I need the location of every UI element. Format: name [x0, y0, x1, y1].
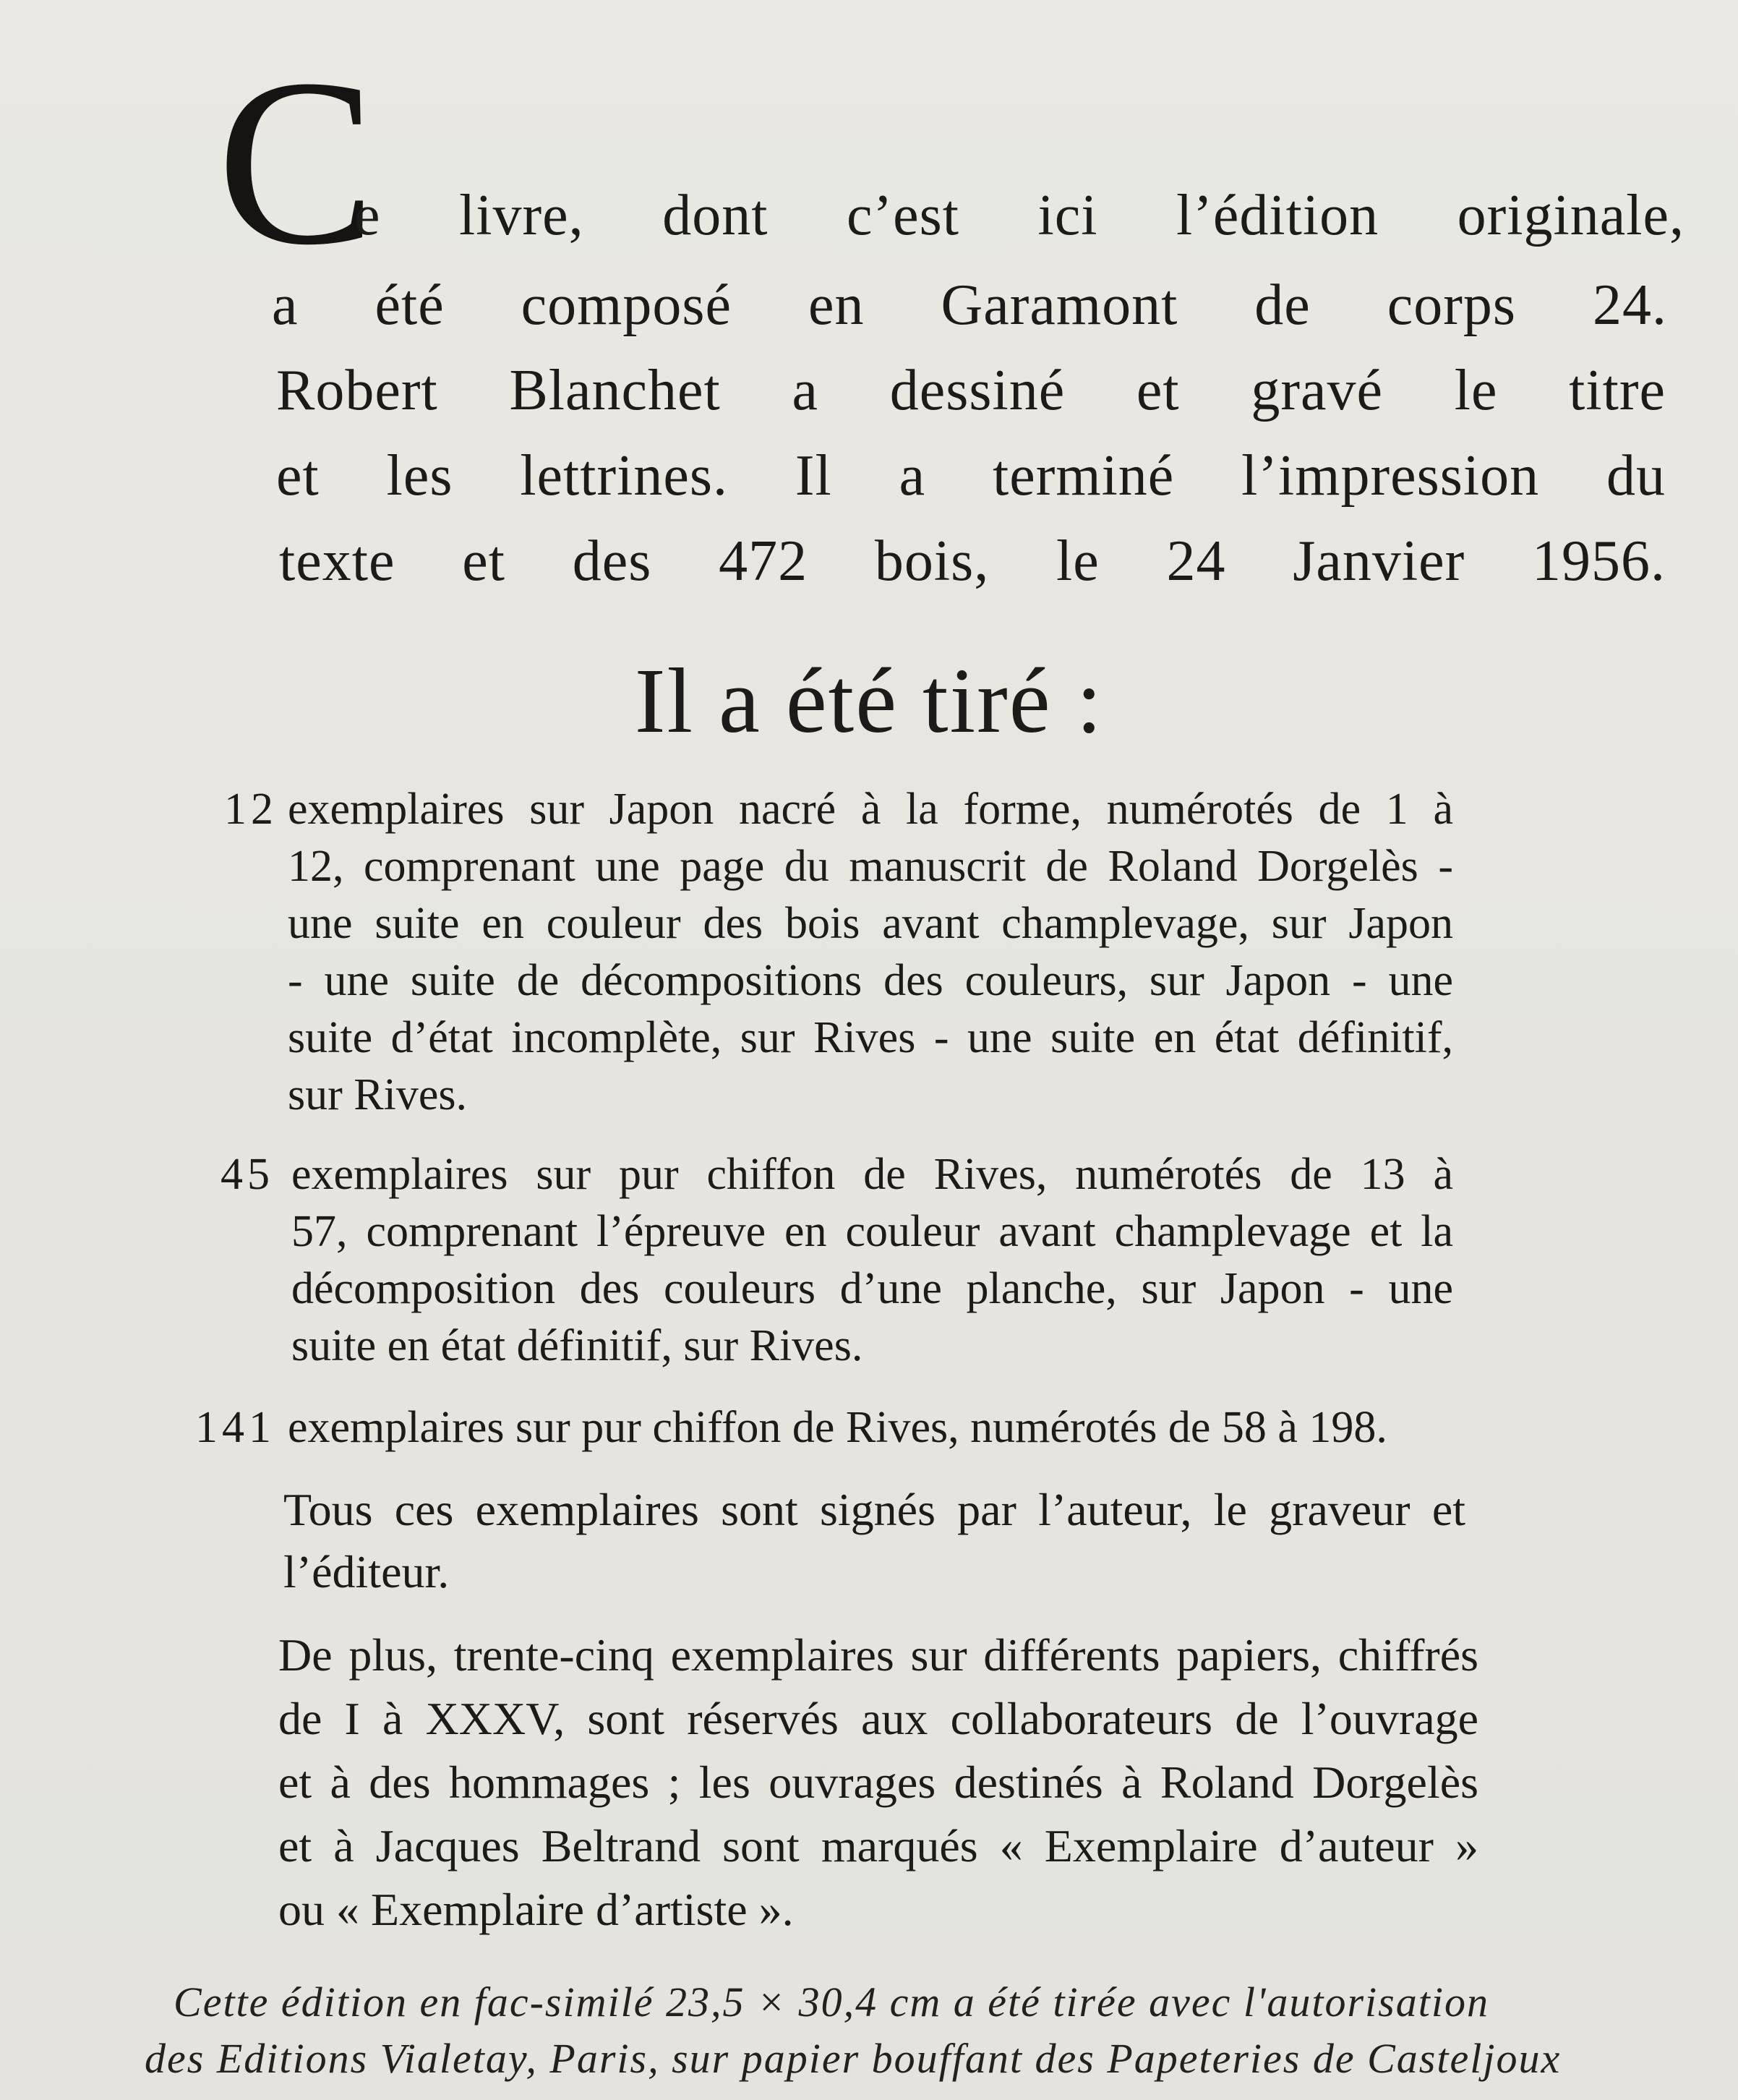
edition-line: - une suite de décompositions des couleurs, sur Japon - une: [288, 956, 1453, 1005]
edition-line: exemplaires sur pur chiffon de Rives, numérotés de 58 à 198.: [288, 1403, 1387, 1452]
extra-note-line: de I à XXXV, sont réservés aux collaborateurs de l’ouvrage: [278, 1693, 1478, 1744]
edition-line: une suite en couleur des bois avant champlevage, sur Japon: [288, 899, 1453, 948]
signed-note: [283, 1479, 1465, 1603]
edition-line: 12, comprenant une page du manuscrit de Roland Dorgelès -: [288, 842, 1453, 891]
extra-note: [278, 1623, 1478, 1942]
extra-note-line: De plus, trente-cinq exemplaires sur différents papiers, chiffrés: [278, 1629, 1478, 1681]
edition-entry: [224, 781, 1453, 1124]
edition-count: 141: [195, 1403, 275, 1452]
edition-line: 57, comprenant l’épreuve en couleur avant champlevage et la: [291, 1207, 1453, 1256]
intro-line: e livre, dont c’est ici l’édition originale,: [354, 184, 1685, 247]
extra-note-line: ou « Exemplaire d’artiste ».: [278, 1884, 794, 1935]
edition-line: exemplaires sur Japon nacré à la forme, numérotés de 1 à: [288, 785, 1453, 834]
edition-count: 12: [224, 785, 278, 834]
edition-entry: [221, 1146, 1453, 1375]
edition-line: exemplaires sur pur chiffon de Rives, numérotés de 13 à: [291, 1150, 1453, 1199]
intro-line: Robert Blanchet a dessiné et gravé le titre: [276, 359, 1666, 422]
facsimile-footer: [145, 1974, 1562, 2087]
edition-entry: [195, 1399, 1460, 1456]
drop-cap-letter: C: [217, 30, 377, 294]
intro-line: a été composé en Garamont de corps 24.: [272, 273, 1667, 337]
edition-count: 45: [221, 1150, 274, 1199]
footer-line: Cette édition en fac-similé 23,5 × 30,4 cm a été tirée avec l'autorisation: [174, 1979, 1489, 2026]
section-heading: Il a été tiré :: [634, 649, 1104, 752]
edition-line: suite en état définitif, sur Rives.: [291, 1321, 863, 1370]
edition-line: suite d’état incomplète, sur Rives - une suite en état définitif,: [288, 1013, 1453, 1062]
footer-line: des Editions Vialetay, Paris, sur papier bouffant des Papeteries de Casteljoux: [145, 2035, 1562, 2082]
signed-note-line: l’éditeur.: [283, 1546, 450, 1597]
signed-note-line: Tous ces exemplaires sont signés par l’auteur, le graveur et: [283, 1484, 1465, 1535]
extra-note-line: et à Jacques Beltrand sont marqués « Exemplaire d’auteur »: [278, 1820, 1478, 1871]
edition-line: décomposition des couleurs d’une planche, sur Japon - une: [291, 1264, 1453, 1313]
edition-line: sur Rives.: [288, 1070, 467, 1119]
intro-line: texte et des 472 bois, le 24 Janvier 1956.: [279, 529, 1666, 593]
extra-note-line: et à des hommages ; les ouvrages destinés à Roland Dorgelès: [278, 1757, 1478, 1808]
intro-line: et les lettrines. Il a terminé l’impression du: [276, 444, 1666, 508]
